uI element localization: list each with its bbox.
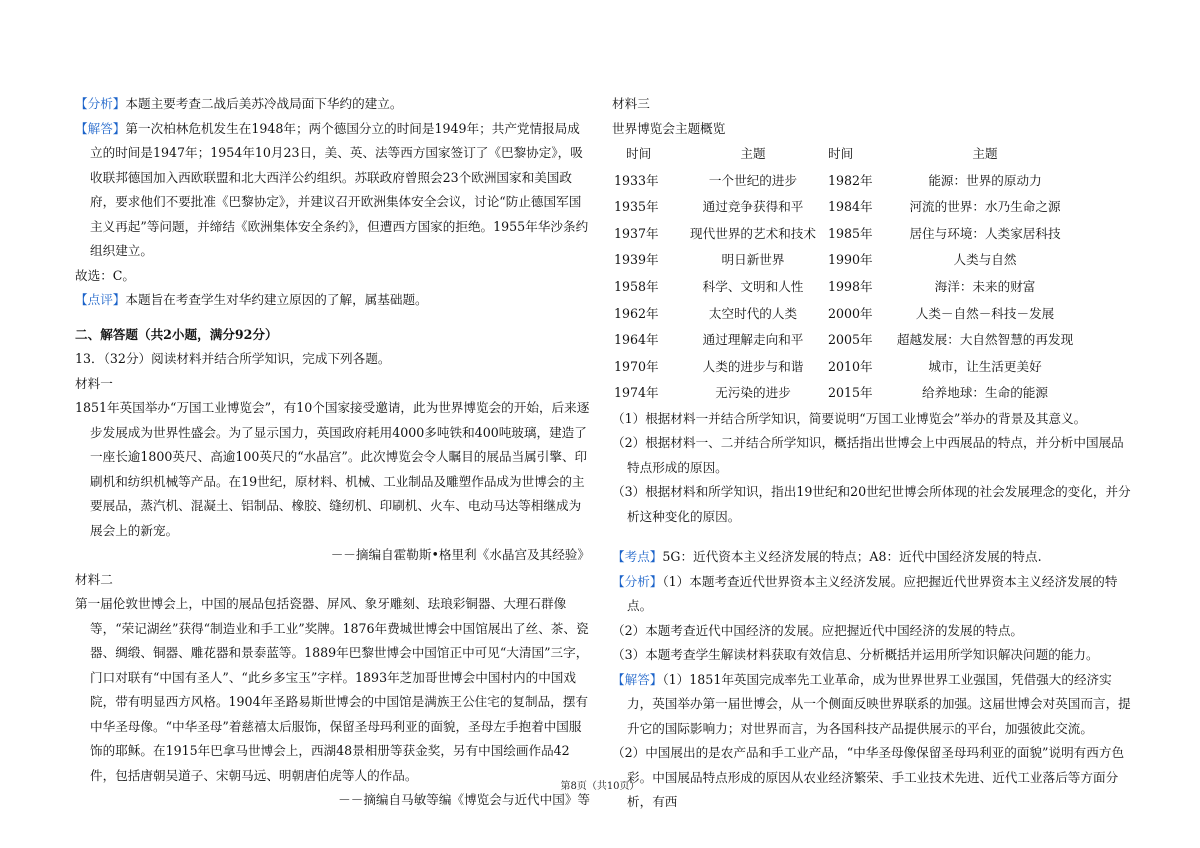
table-cell: 现代世界的艺术和技术 [690,225,816,241]
header-cell: 主题 [740,146,766,162]
table-row [614,327,1080,354]
table-cell: 1962年 [614,305,659,321]
table-header-row [614,141,1080,168]
table-cell: 1982年 [828,172,873,188]
table-cell: 一个世纪的进步 [708,172,798,188]
table-cell: 人类－自然－科技－发展 [915,305,1055,321]
table-cell: 明日新世界 [721,252,785,268]
table-row [614,168,1080,195]
question-1: （1）根据材料一并结合所学知识，简要说明“万国工业博览会”举办的背景及其意义。 [612,410,1087,426]
table-cell: 太空时代的人类 [708,305,798,321]
table-cell: 1935年 [614,199,659,215]
table-cell: 人类的进步与和谐 [702,358,804,374]
table-cell: 1985年 [828,225,873,241]
table-cell: 河流的世界：水乃生命之源 [909,199,1061,215]
material-2-source: －－摘编自马敏等编《博览会与近代中国》等 [338,792,590,807]
table-row [614,380,1080,407]
table-cell: 居住与环境：人类家居科技 [909,225,1061,241]
table-cell: 1937年 [614,225,659,241]
table-row [614,354,1080,381]
material-2-label: 材料二 [75,571,113,587]
question-3: （3）根据材料和所学知识，指出19世纪和20世纪世博会所体现的社会发展理念的变化，并分析这种变化的原因。 [612,484,1131,524]
table-cell: 人类与自然 [953,252,1017,268]
fenxi-paragraph [612,570,1132,619]
comment-paragraph [75,288,590,313]
table-cell: 能源：世界的原动力 [928,172,1042,188]
fenxi-text: （1）本题考查近代世界资本主义经济发展。应把握近代世界资本主义经济发展的特点。 [627,573,1118,614]
table-cell: 城市，让生活更美好 [928,358,1042,374]
table-row [614,221,1080,248]
table-cell: 1984年 [828,199,873,215]
fenxi-item-3: （3）本题考查学生解读材料获取有效信息、分析概括并运用所学知识解决问题的能力。 [612,647,1099,663]
table-cell: 海洋：未来的财富 [934,279,1036,295]
table-cell: 2010年 [828,358,873,374]
table-cell: 1939年 [614,252,659,268]
table-cell: 通过理解走向和平 [702,332,804,348]
fenxi-tag: 【分析】 [612,573,663,589]
material-1-source: －－摘编自霍勒斯•格里利《水晶宫及其经验》 [330,547,590,562]
kaodian-text: 5G：近代资本主义经济发展的特点；A8：近代中国经济发展的特点. [662,549,1042,565]
kaodian-tag: 【考点】 [612,549,663,565]
material-2-text: 第一届伦敦世博会上，中国的展品包括瓷器、屏风、象牙雕刻、珐琅彩铜器、大理石群像等，“荣记湖丝”获得“制造业和手工业”奖牌。1876年费城世博会中国馆展出了丝、茶、瓷器、绸缎、铜器、雕花器和景泰蓝等。1889年巴黎世博会中国馆正中可见“大清国”三字，门口对联有“中国有圣人”、“此乡多宝玉”字样。1893年芝加哥世博会中国村内的中国戏院，带有明显西方风格。1904年圣路易斯世博会的中国馆是满族王公住宅的复制品，摆有中华圣母像。“中华圣母”着慈禧太后服饰，保留圣母玛利亚的面貌，圣母左手抱着中国服饰的耶稣。在1915年巴拿马世博会上，西湖48景相册等获金奖，另有中国绘画作品42件，包括唐朝吴道子、宋朝马远、明朝唐伯虎等人的作品。 [75,596,589,783]
table-cell: 1933年 [614,172,659,188]
table-cell: 1958年 [614,279,659,295]
answer-text: 第一次柏林危机发生在1948年；两个德国分立的时间是1949年；共产党情报局成立的时间是1947年；1954年10月23日，美、英、法等西方国家签订了《巴黎协定》，吸收联邦德国加入西欧联盟和北大西洋公约组织。苏联政府曾照会23个欧洲国家和美国政府，要求他们不要批准《巴黎协定》，并建议召开欧洲集体安全会议，讨论“防止德国军国主义再起”等问题，并缔结《欧洲集体安全条约》，但遭西方国家的拒绝。1955年华沙条约组织建立。 [90,120,589,258]
jieda-tag: 【解答】 [612,671,663,687]
analysis-paragraph [75,92,590,117]
table-row [614,274,1080,301]
expo-theme-table [614,141,1080,407]
fenxi-item-2: （2）本题考查近代中国经济的发展。应把握近代中国经济的发展的特点。 [612,622,1024,638]
table-cell: 1974年 [614,385,659,401]
table-cell: 2000年 [828,305,873,321]
table-row [614,194,1080,221]
answer-tag: 【解答】 [75,120,126,136]
header-cell: 主题 [972,146,998,162]
analysis-tag: 【分析】 [75,96,126,111]
table-cell: 超越发展：大自然智慧的再发现 [896,332,1074,348]
table-cell: 给养地球：生命的能源 [922,385,1048,401]
table-cell: 无污染的进步 [715,385,791,401]
page-footer: 第8页（共10页） [560,781,640,792]
table-row [614,247,1080,274]
comment-text: 本题旨在考查学生对华约建立原因的了解，属基础题。 [125,292,428,307]
choice-line: 故选：C。 [75,267,136,283]
table-cell: 1990年 [828,252,873,268]
table-cell: 1970年 [614,358,659,374]
right-column [612,92,1132,815]
header-cell: 时间 [828,146,854,162]
left-column [75,92,590,813]
jieda-paragraph [612,668,1132,742]
question-2: （2）根据材料一、二并结合所学知识，概括指出世博会上中西展品的特点，并分析中国展品特点形成的原因。 [612,435,1124,475]
answer-paragraph [75,117,590,264]
table-cell: 通过竞争获得和平 [702,199,804,215]
table-row [614,301,1080,328]
jieda-item-2: （2）中国展出的是农产品和手工业产品，“中华圣母像保留圣母玛利亚的面貌”说明有西方色彩。中国展品特点形成的原因从农业经济繁荣、手工业技术先进、近代工业落后等方面分析，有西 [612,745,1125,810]
comment-tag: 【点评】 [75,292,126,307]
table-cell: 1964年 [614,332,659,348]
section-title: 二、解答题（共2小题，满分92分） [75,326,278,342]
header-cell: 时间 [626,146,652,162]
analysis-text: 本题主要考查二战后美苏冷战局面下华约的建立。 [125,96,403,111]
table-cell: 2015年 [828,385,873,401]
table-cell: 科学、文明和人性 [702,279,804,295]
question-13: 13．（32分）阅读材料并结合所学知识，完成下列各题。 [75,351,391,366]
kaodian-paragraph [612,545,1132,570]
table-cell: 1998年 [828,279,873,295]
table-cell: 2005年 [828,332,873,348]
material-1-text: 1851年英国举办“万国工业博览会”，有10个国家接受邀请，此为世界博览会的开始，后来逐步发展成为世界性盛会。为了显示国力，英国政府耗用4000多吨铁和400吨玻璃，建造了一座长逾1800英尺、高逾100英尺的“水晶宫”。此次博览会令人瞩目的展品当属引擎、印刷机和纺织机械等产品。在19世纪，原材料、机械、工业制品及雕塑作品成为世博会的主要展品，蒸汽机、混凝土、铝制品、橡胶、缝纫机、印刷机、火车、电动马达等相继成为展会上的新宠。 [75,400,590,538]
material-1-label: 材料一 [75,375,113,391]
material-3-label: 材料三 [612,96,650,111]
table-title: 世界博览会主题概览 [612,120,726,136]
jieda-text: （1）1851年英国完成率先工业革命，成为世界世界工业强国，凭借强大的经济实力，英国举办第一届世博会，从一个侧面反映世界联系的加强。这届世博会对英国而言，提升它的国际影响力；对世界而言，为各国科技产品提供展示的平台，加强彼此交流。 [627,671,1131,736]
